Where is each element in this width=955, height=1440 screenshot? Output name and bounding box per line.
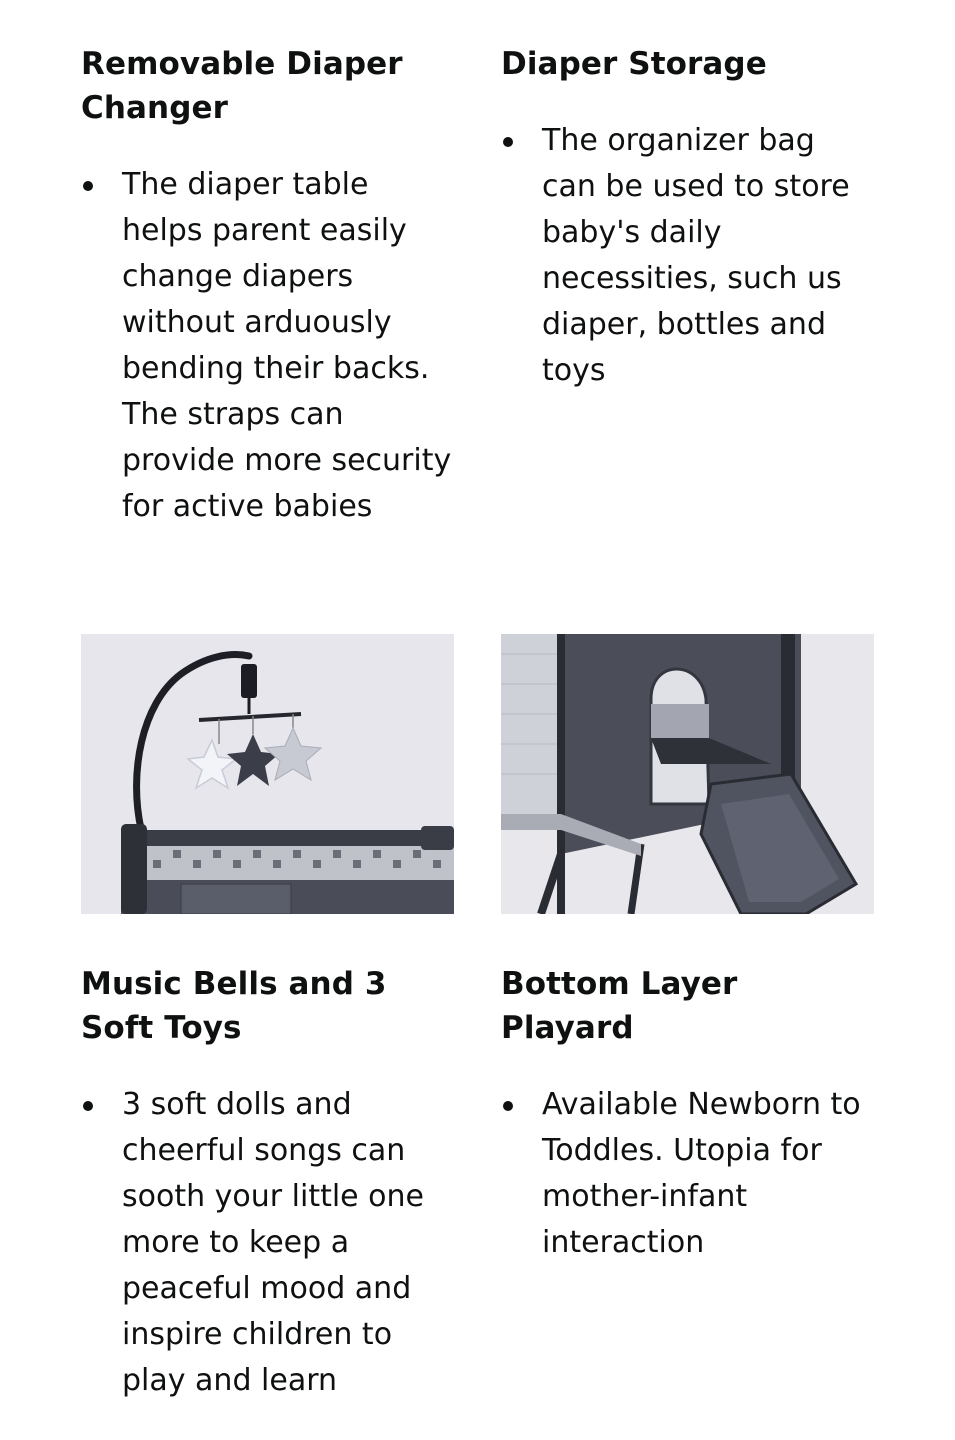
feature-bullet-list [501, 118, 875, 394]
feature-bottom-layer-playard [501, 962, 875, 1266]
bullet-dot-icon [503, 137, 513, 147]
feature-bullet-item [501, 1082, 875, 1266]
feature-title: Diaper Storage [501, 46, 767, 82]
feature-title: Bottom Layer Playard [501, 966, 738, 1046]
feature-bullet-text: The diaper table helps parent easily change diapers without arduously bending their backs. The straps can provide more security for active babies [122, 167, 452, 524]
feature-removable-diaper-changer [81, 42, 455, 530]
feature-bullet-text: The organizer bag can be used to store baby's daily necessities, such us diaper, bottles and toys [542, 123, 850, 388]
feature-title: Music Bells and 3 Soft Toys [81, 966, 387, 1046]
bottom-playard-photo [501, 634, 874, 914]
feature-title: Removable Diaper Changer [81, 46, 403, 126]
bullet-dot-icon [83, 1101, 93, 1111]
bullet-dot-icon [83, 181, 93, 191]
bottom-playard-illustration [501, 634, 874, 914]
feature-bullet-list [81, 162, 455, 530]
feature-music-bells [81, 962, 455, 1404]
feature-bullet-text: Available Newborn to Toddles. Utopia for mother-infant interaction [542, 1087, 861, 1260]
feature-bullet-item [501, 118, 875, 394]
music-mobile-photo [81, 634, 454, 914]
music-mobile-illustration [81, 634, 454, 914]
bullet-dot-icon [503, 1101, 513, 1111]
feature-bullet-item [81, 162, 455, 530]
feature-bullet-list [81, 1082, 455, 1404]
feature-diaper-storage [501, 42, 875, 394]
feature-bullet-text: 3 soft dolls and cheerful songs can sooth your little one more to keep a peaceful mood and inspire children to play and learn [122, 1087, 424, 1398]
feature-bullet-item [81, 1082, 455, 1404]
feature-bullet-list [501, 1082, 875, 1266]
